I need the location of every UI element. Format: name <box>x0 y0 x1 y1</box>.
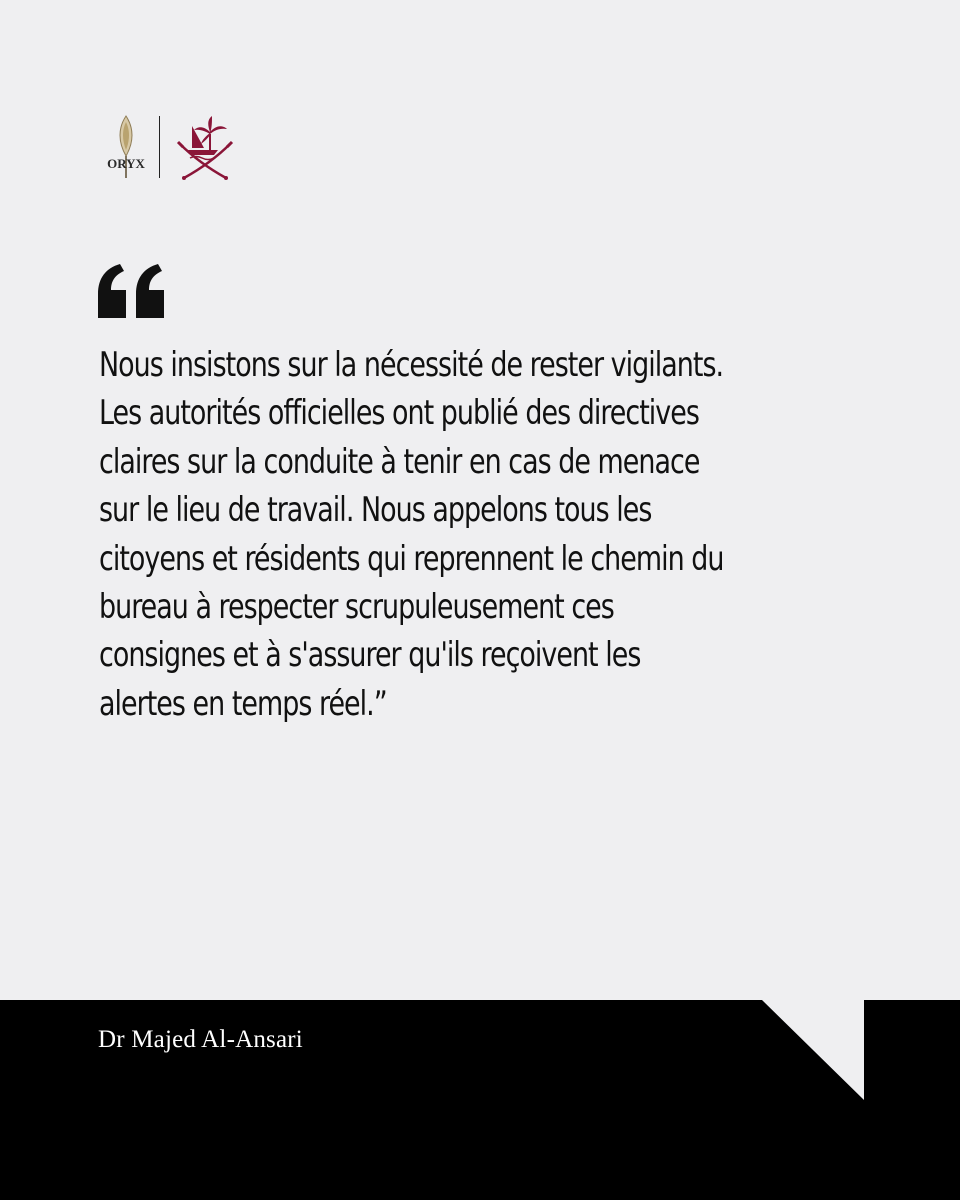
logo-group <box>96 112 256 184</box>
oryx-wordmark: ORYX <box>107 156 145 171</box>
qatar-emblem-icon <box>174 112 236 182</box>
oryx-logo <box>96 112 156 184</box>
author-name: Dr Majed Al-Ansari <box>98 1026 303 1053</box>
opening-quote-icon <box>98 264 166 318</box>
quote-text: Nous insistons sur la nécessité de rester vigilants. Les autorités officielles ont publié des directives claires sur la conduite à tenir en cas de menace sur le lieu de travail. Nous appelons tous les citoyens et résidents qui reprennent le chemin du bureau à respecter scrupuleusement ces consignes et à s'assurer qu'ils reçoivent les alertes en temps réel.” <box>99 345 724 724</box>
logo-divider <box>159 116 160 178</box>
